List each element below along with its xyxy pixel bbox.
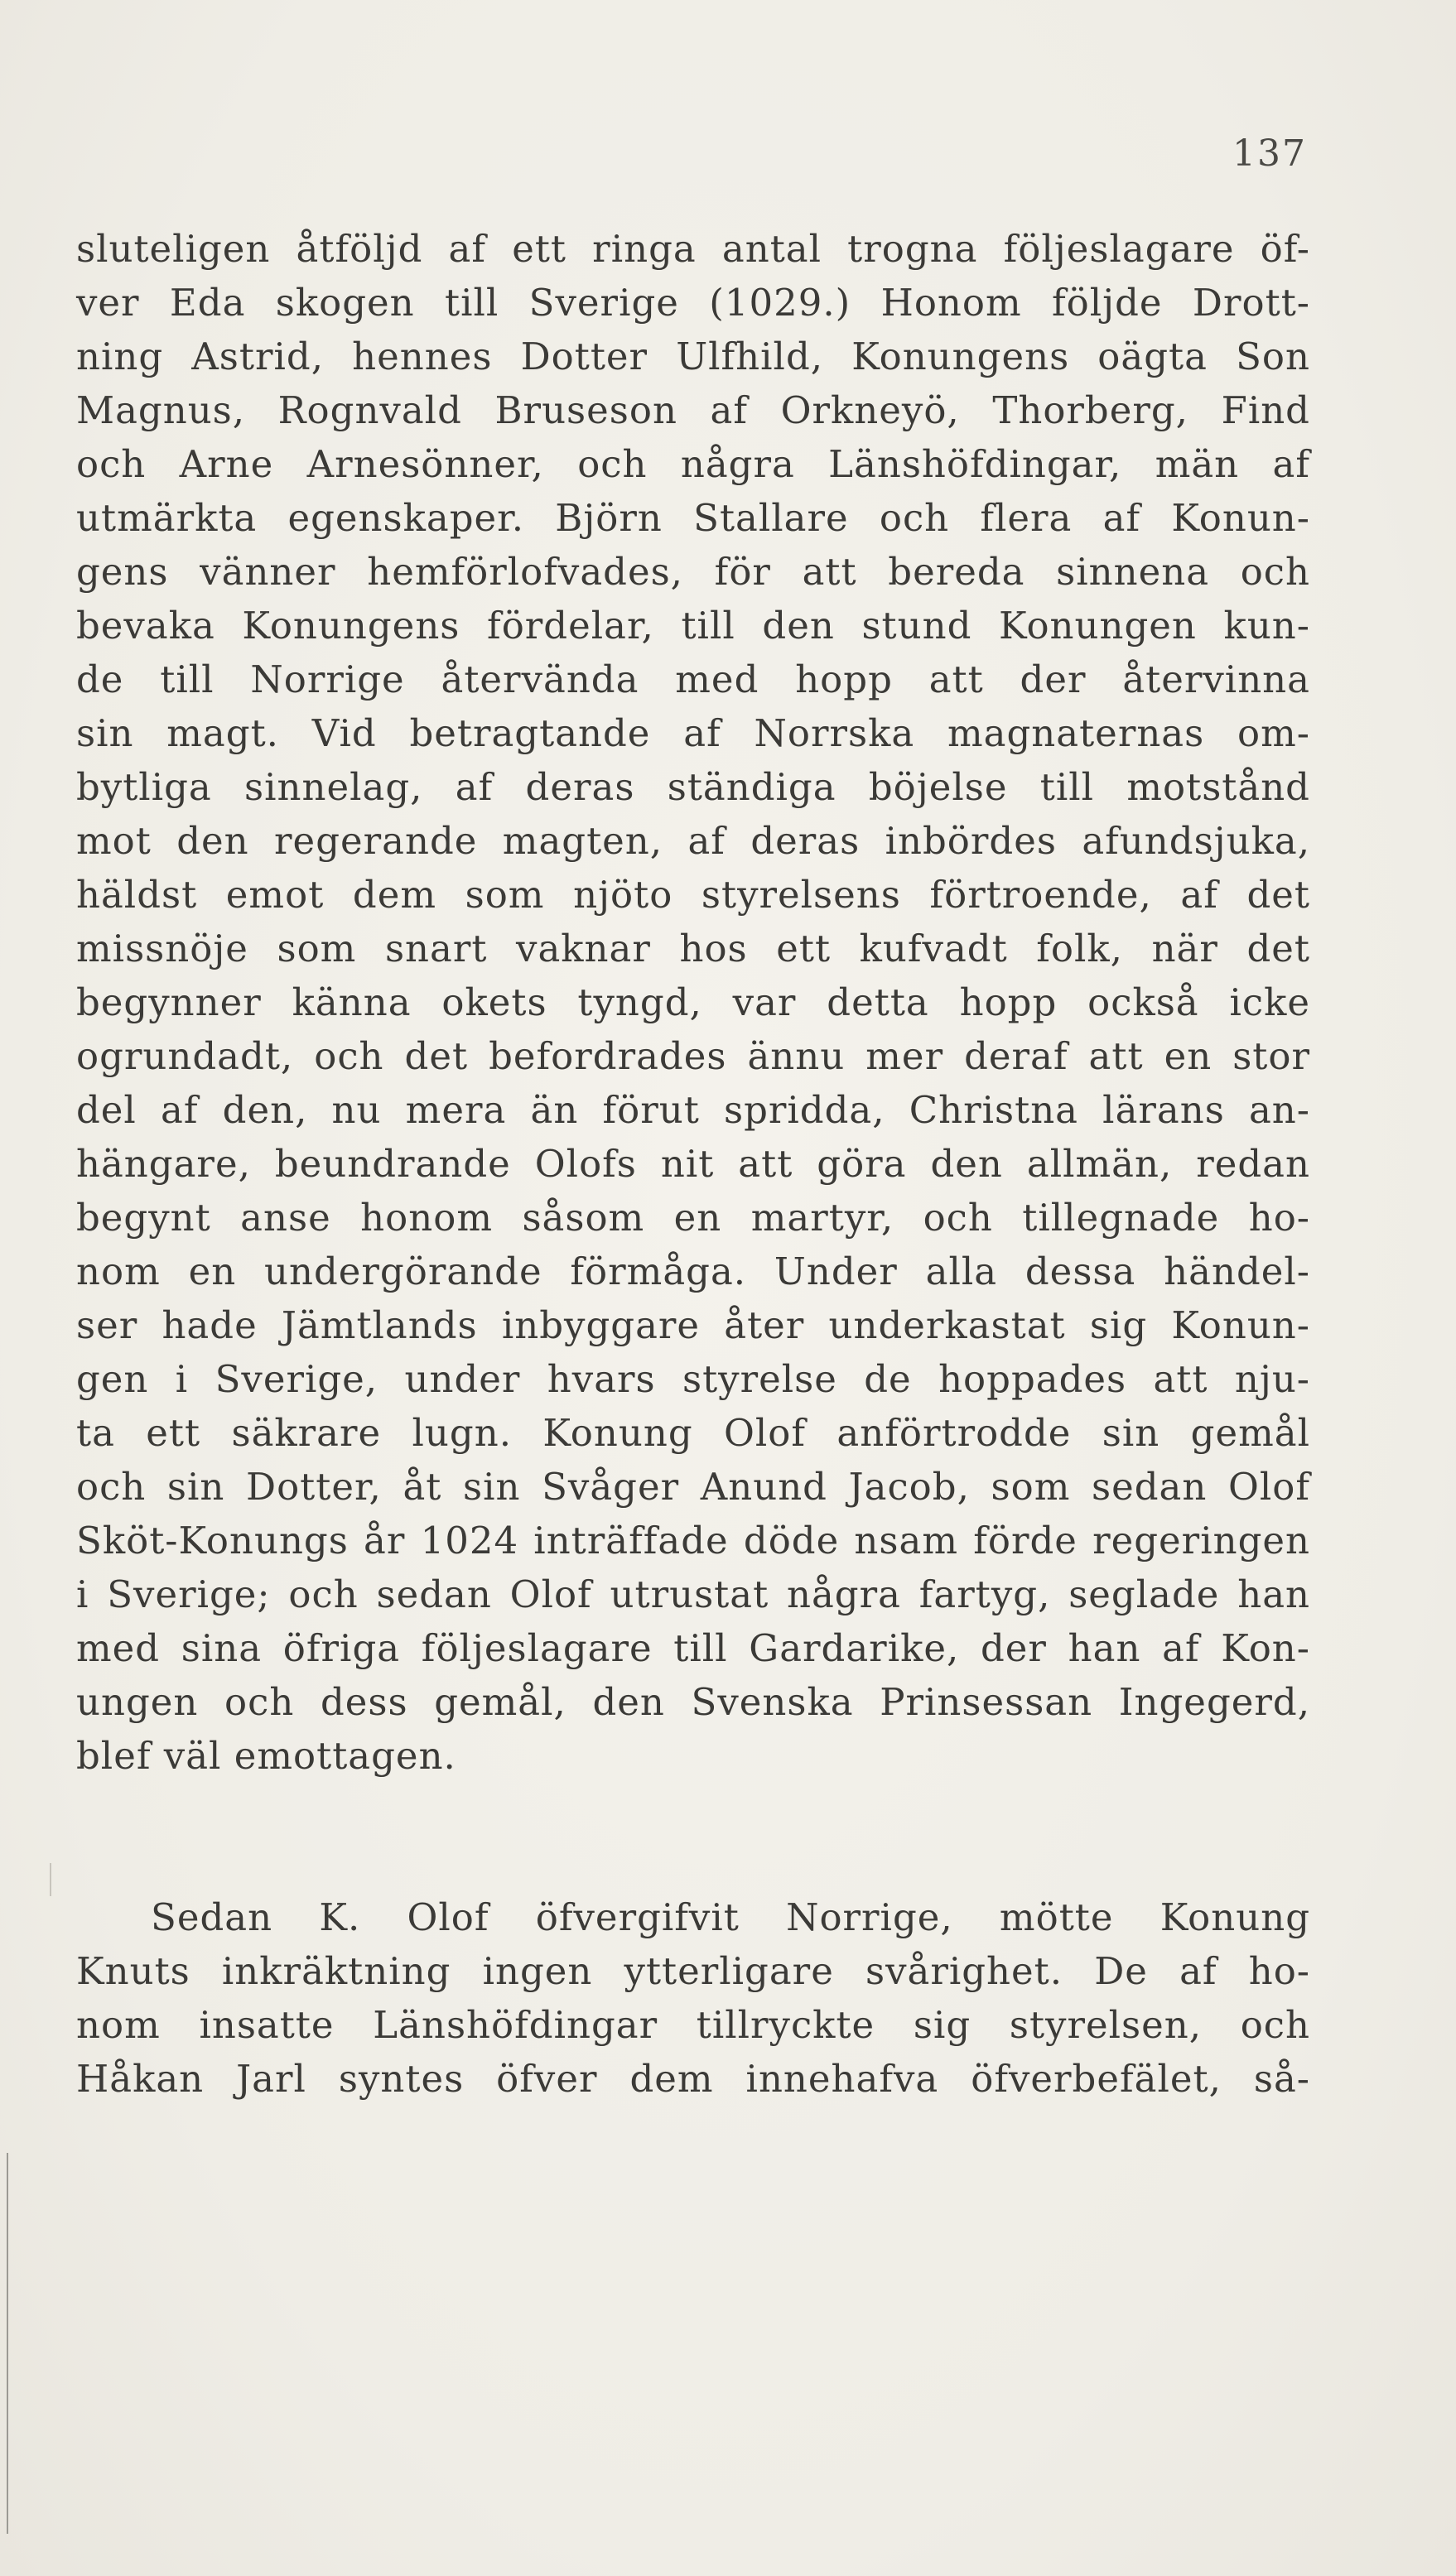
- text-line: nom insatte Länshöfdingar tillryckte sig styrelsen, och: [76, 2003, 1310, 2047]
- text-line: Sedan K. Olof öfvergifvit Norrige, mötte Konung: [151, 1895, 1310, 1939]
- text-line: Knuts inkräktning ingen ytterligare svårighet. De af ho-: [76, 1949, 1310, 1993]
- paragraph-1: [76, 222, 1310, 1783]
- text-line: ning Astrid, hennes Dotter Ulfhild, Konungens oägta Son: [76, 335, 1310, 378]
- text-line: ser hade Jämtlands inbyggare åter underkastat sig Konun-: [76, 1303, 1310, 1347]
- paper-speck: [50, 1863, 51, 1896]
- text-line: gen i Sverige, under hvars styrelse de hoppades att nju-: [76, 1357, 1310, 1401]
- text-line: hängare, beundrande Olofs nit att göra den allmän, redan: [76, 1142, 1310, 1186]
- body-text: [76, 222, 1310, 2106]
- text-line: nom en undergörande förmåga. Under alla dessa händel-: [76, 1249, 1310, 1293]
- text-line: sin magt. Vid betragtande af Norrska magnaternas om-: [76, 711, 1310, 755]
- text-line: bytliga sinnelag, af deras ständiga böjelse till motstånd: [76, 765, 1310, 809]
- text-line: blef väl emottagen.: [76, 1734, 456, 1778]
- text-line: Håkan Jarl syntes öfver dem innehafva öfverbefälet, så-: [76, 2057, 1310, 2101]
- text-line: i Sverige; och sedan Olof utrustat några fartyg, seglade han: [76, 1572, 1310, 1616]
- text-line: bevaka Konungens fördelar, till den stund Konungen kun-: [76, 604, 1310, 648]
- text-line: ver Eda skogen till Sverige (1029.) Honom följde Drott-: [76, 281, 1310, 325]
- page-number: 137: [1232, 132, 1307, 175]
- text-line: Sköt-Konungs år 1024 inträffade döde nsam förde regeringen: [76, 1519, 1310, 1562]
- text-line: missnöje som snart vaknar hos ett kufvadt folk, när det: [76, 927, 1310, 970]
- text-line: Magnus, Rognvald Bruseson af Orkneyö, Thorberg, Find: [76, 388, 1310, 432]
- text-line: gens vänner hemförlofvades, för att bereda sinnena och: [76, 550, 1310, 594]
- text-line: begynner känna okets tyngd, var detta hopp också icke: [76, 980, 1310, 1024]
- paragraph-2: [76, 1890, 1310, 2106]
- text-line: med sina öfriga följeslagare till Gardarike, der han af Kon-: [76, 1626, 1310, 1670]
- text-line: utmärkta egenskaper. Björn Stallare och flera af Konun-: [76, 496, 1310, 540]
- text-line: ungen och dess gemål, den Svenska Prinsessan Ingegerd,: [76, 1680, 1310, 1724]
- text-line: ta ett säkrare lugn. Konung Olof anförtrodde sin gemål: [76, 1411, 1310, 1455]
- text-line: och sin Dotter, åt sin Svåger Anund Jacob, som sedan Olof: [76, 1465, 1310, 1509]
- scan-edge-line: [7, 2153, 8, 2534]
- text-line: och Arne Arnesönner, och några Länshöfdingar, män af: [76, 442, 1310, 486]
- text-line: sluteligen åtföljd af ett ringa antal trogna följeslagare öf-: [76, 227, 1310, 271]
- paragraph-gap: [76, 1783, 1310, 1890]
- text-line: de till Norrige återvända med hopp att der återvinna: [76, 657, 1310, 701]
- text-line: ogrundadt, och det befordrades ännu mer deraf att en stor: [76, 1034, 1310, 1078]
- text-line: häldst emot dem som njöto styrelsens förtroende, af det: [76, 873, 1310, 917]
- text-line: del af den, nu mera än förut spridda, Christna lärans an-: [76, 1088, 1310, 1132]
- text-line: begynt anse honom såsom en martyr, och tillegnade ho-: [76, 1196, 1310, 1240]
- text-line: mot den regerande magten, af deras inbördes afundsjuka,: [76, 819, 1310, 863]
